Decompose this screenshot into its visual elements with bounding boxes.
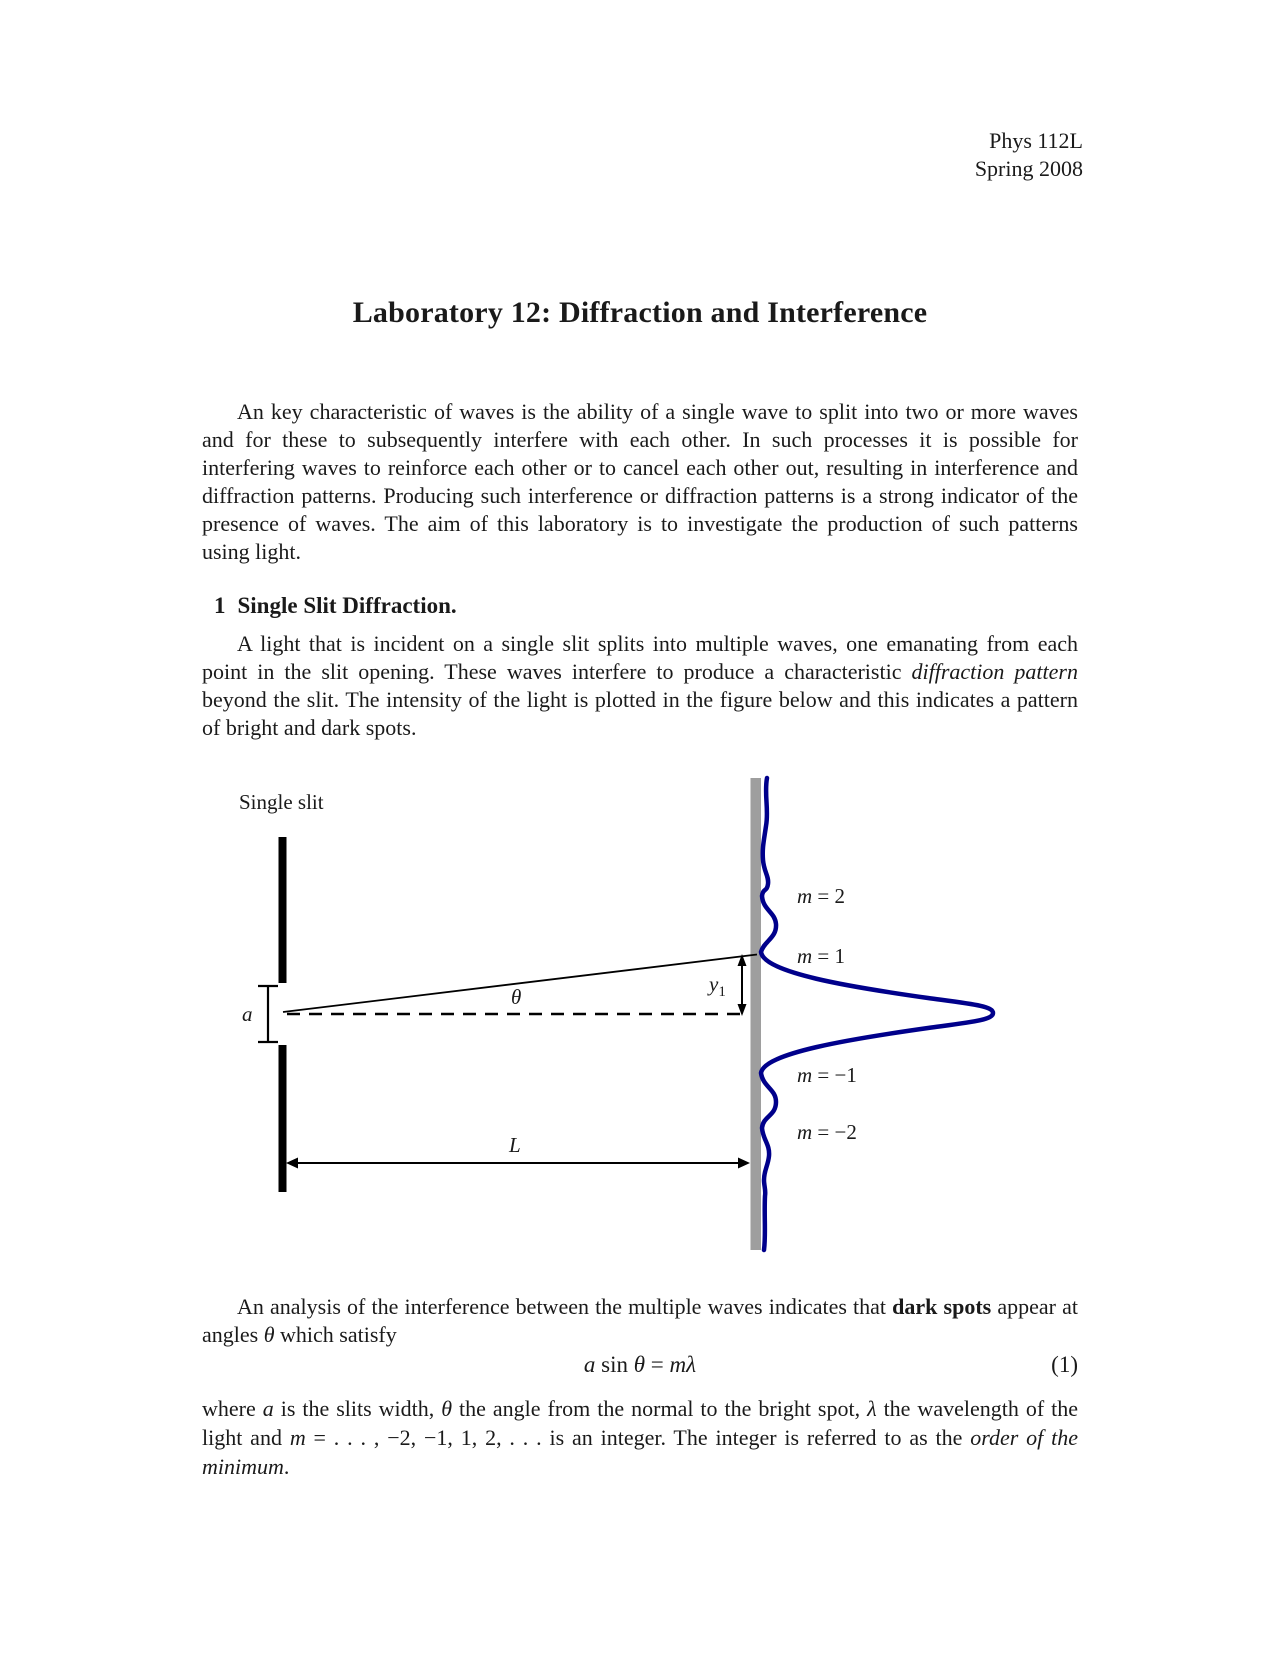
closing-paragraph (202, 1394, 1078, 1481)
equation-body (202, 1350, 1078, 1380)
text-segment: sin (595, 1352, 634, 1377)
intensity-curve (761, 778, 993, 1250)
theta-label: θ (511, 985, 522, 1009)
text-segment: the angle from the normal to the bright spot, (452, 1396, 868, 1421)
distance-label: L (509, 1133, 521, 1157)
single-slit-label: Single slit (239, 790, 324, 814)
slit-bottom-bar (279, 1045, 287, 1192)
slit-top-bar (279, 837, 287, 983)
text-segment: θ (263, 1322, 275, 1347)
text-segment: A light that is incident on a single slit splits into multiple waves, one emanating from each point in the slit opening. These waves interfere to produce a characteristic (202, 631, 1078, 684)
header-block (975, 127, 1083, 183)
text-segment: which satisfy (274, 1322, 397, 1347)
intro-paragraph (202, 398, 1078, 566)
m-neg2-label: m = −2 (797, 1120, 857, 1144)
text-segment: dark spots (892, 1294, 992, 1319)
text-segment: An analysis of the interference between the multiple waves indicates that (237, 1294, 893, 1319)
text-segment: diffraction pattern (911, 659, 1078, 684)
text-segment: . (283, 1454, 290, 1479)
text-segment: θ (633, 1352, 646, 1377)
diffraction-figure (190, 740, 1080, 1256)
text-segment: where (202, 1396, 263, 1421)
text-segment: is the slits width, (273, 1396, 442, 1421)
section-number: 1 (214, 593, 226, 618)
section-title: Single Slit Diffraction. (237, 593, 457, 618)
text-segment: = (645, 1352, 670, 1377)
text-segment: = . . . , −2, −1, 1, 2, . . . is an integer. The integer is referred to as the (305, 1425, 971, 1450)
term: Spring 2008 (974, 156, 1083, 181)
text-segment: m (289, 1425, 306, 1450)
text-segment: a (262, 1396, 274, 1421)
text-segment: beyond the slit. The intensity of the light is plotted in the figure below and this indicates a pattern of bright and dark spots. (202, 687, 1078, 740)
m2-label: m = 2 (797, 884, 846, 908)
course-code: Phys 112L (989, 128, 1083, 153)
m-neg1-label: m = −1 (797, 1063, 857, 1087)
slit-width-label: a (242, 1002, 253, 1026)
text-segment: a (583, 1352, 596, 1377)
distance-arrow (286, 1158, 750, 1169)
page-title: Laboratory 12: Diffraction and Interference (352, 296, 928, 329)
text-segment: An key characteristic of waves is the ability of a single wave to split into two or more waves and for these to subsequently interfere with each other. In such processes it is possible for interfering waves to reinforce each other or to cancel each other out, resulting in interference and diffraction patterns. Producing such interference or diffraction patterns is a strong indicator of the presence of waves. The aim of this laboratory is to investigate the production of such patterns using light. (202, 399, 1078, 564)
equation-number: (1) (1051, 1352, 1078, 1377)
screen-bar (751, 778, 762, 1250)
text-segment: order of the minimum (202, 1425, 1079, 1479)
text-segment: mλ (669, 1352, 697, 1377)
m1-label: m = 1 (797, 944, 846, 968)
equation-block (202, 1350, 1078, 1380)
text-segment: the wavelength of the light and (202, 1396, 1078, 1450)
y1-label: $y_1$ (709, 972, 726, 1000)
analysis-paragraph (202, 1293, 1078, 1349)
text-segment: appear at angles (202, 1294, 1079, 1347)
section-heading (214, 593, 457, 619)
text-segment: θ (441, 1396, 453, 1421)
text-segment: λ (867, 1396, 877, 1421)
slit-width-bracket (258, 986, 278, 1042)
body-paragraph-single-slit (202, 630, 1078, 742)
y1-arrow (738, 954, 747, 1016)
